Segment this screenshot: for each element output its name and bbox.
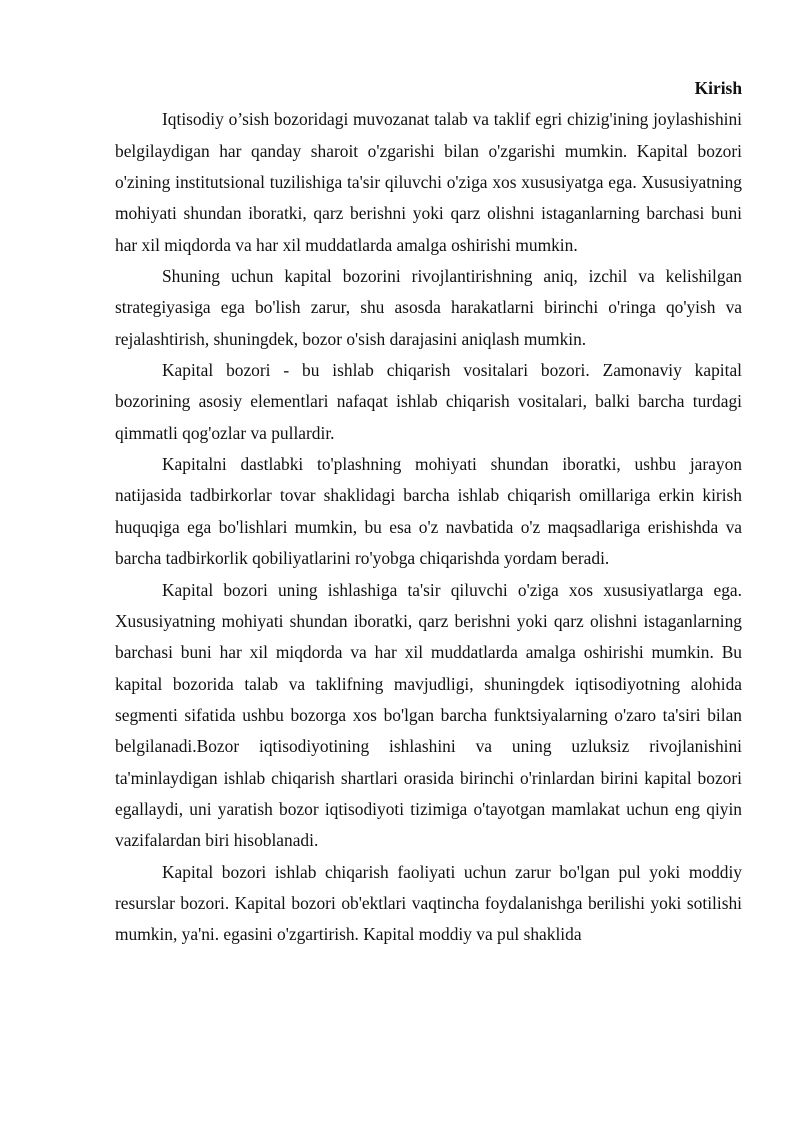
document-body (115, 73, 742, 951)
section-heading: Kirish (694, 78, 742, 98)
paragraph-1: Iqtisodiy o’sish bozoridagi muvozanat talab va taklif egri chizig'ining joylashishini belgilaydigan har qanday sharoit o'zgarishi bilan o'zgarishi mumkin. Kapital bozori o'zining institutsional tuzilishiga ta'sir qiluvchi o'ziga xos xususiyatga ega. Xususiyatning mohiyati shundan iboratki, qarz berishni yoki qarz olishni istaganlarning barchasi buni har xil miqdorda va har xil muddatlarda amalga oshirishi mumkin. (115, 109, 742, 255)
paragraph-2: Shuning uchun kapital bozorini rivojlantirishning aniq, izchil va kelishilgan strategiyasiga ega bo'lish zarur, shu asosda harakatlarni birinchi o'ringa qo'yish va rejalashtirish, shuningdek, bozor o'sish darajasini aniqlash mumkin. (115, 266, 742, 349)
paragraph-4: Kapitalni dastlabki to'plashning mohiyati shundan iboratki, ushbu jarayon natijasida tadbirkorlar tovar shaklidagi barcha ishlab chiqarish omillariga erkin kirish huquqiga ega bo'lishlari mumkin, bu esa o'z navbatida o'z maqsadlariga erishishda va barcha tadbirkorlik qobiliyatlarini ro'yobga chiqarishda yordam beradi. (115, 454, 742, 569)
paragraph-6: Kapital bozori ishlab chiqarish faoliyati uchun zarur bo'lgan pul yoki moddiy resurslar bozori. Kapital bozori ob'ektlari vaqtincha foydalanishga berilishi yoki sotilishi mumkin, ya'ni. egasini o'zgartirish. Kapital moddiy va pul shaklida (115, 861, 742, 945)
paragraph-5: Kapital bozori uning ishlashiga ta'sir qiluvchi o'ziga xos xususiyatlarga ega. Xususiyatning mohiyati shundan iboratki, qarz berishni yoki qarz olishni istaganlarning barchasi buni har xil miqdorda va har xil muddatlarda amalga oshirishi mumkin. Bu kapital bozorida talab va taklifning mavjudligi, shuningdek iqtisodiyotning alohida segmenti sifatida ushbu bozorga xos bo'lgan barcha funktsiyalarning o'zaro ta'siri bilan belgilanadi.Bozor iqtisodiyotining ishlashini va uning uzluksiz rivojlanishini ta'minlaydigan ishlab chiqarish shartlari orasida birinchi o'rinlardan birini kapital bozori egallaydi, uni yaratish bozor iqtisodiyoti tizimiga o'tayotgan mamlakat uchun eng qiyin vazifalardan biri hisoblanadi. (115, 579, 742, 851)
paragraph-3: Kapital bozori - bu ishlab chiqarish vositalari bozori. Zamonaviy kapital bozorining asosiy elementlari nafaqat ishlab chiqarish vositalari, balki barcha turdagi qimmatli qog'ozlar va pullardir. (115, 360, 742, 443)
